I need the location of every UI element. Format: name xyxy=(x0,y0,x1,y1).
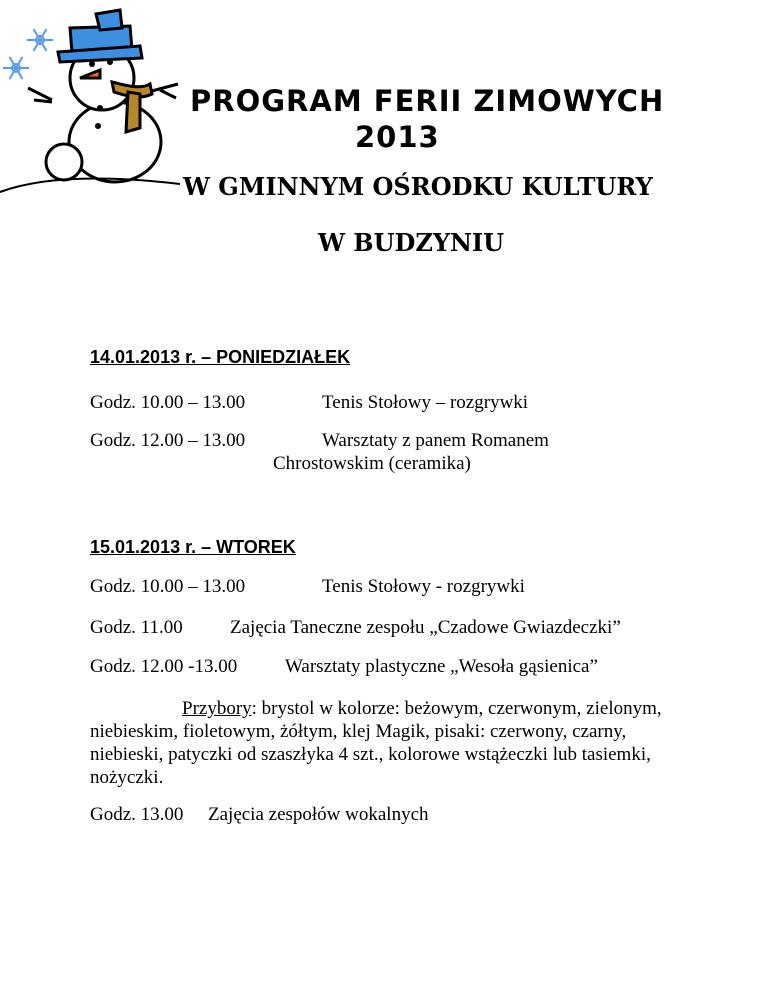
day-heading-2: 15.01.2013 r. – WTOREK xyxy=(90,537,296,557)
schedule-time: Godz. 13.00 xyxy=(90,804,184,825)
schedule-time: Godz. 10.00 – 13.00 xyxy=(90,392,246,413)
schedule-time: Godz. 10.00 – 13.00 xyxy=(90,576,246,597)
snowflake-icon xyxy=(3,29,53,79)
supplies-paragraph xyxy=(90,697,700,789)
schedule-activity: Zajęcia Taneczne zespołu „Czadowe Gwiazdeczki” xyxy=(230,617,621,638)
subtitle-line-1: W GMINNYM OŚRODKU KULTURY xyxy=(183,172,653,201)
schedule-activity: Tenis Stołowy - rozgrywki xyxy=(322,576,525,597)
schedule-time: Godz. 12.00 -13.00 xyxy=(90,656,238,677)
schedule-activity: Tenis Stołowy – rozgrywki xyxy=(322,392,529,413)
snowman-illustration xyxy=(0,0,200,200)
supplies-text: : brystol w kolorze: beżowym, czerwonym, zielonym, niebieskim, fioletowym, żółtym, klej Magik, pisaki: czerwony, czarny, niebieski, patyczki od szaszłyka 4 szt., kolorowe wstążeczki lub tasiemki, nożyczki. xyxy=(90,698,662,788)
subtitle-line-2: W BUDZYNIU xyxy=(318,228,505,257)
schedule-activity: Zajęcia zespołów wokalnych xyxy=(208,804,429,825)
day-heading-1: 14.01.2013 r. – PONIEDZIAŁEK xyxy=(90,347,351,367)
page-title-year: 2013 xyxy=(355,120,440,154)
schedule-activity: Warsztaty z panem Romanem xyxy=(322,430,549,451)
page-title: PROGRAM FERII ZIMOWYCH xyxy=(190,84,665,118)
schedule-time: Godz. 12.00 – 13.00 xyxy=(90,430,246,451)
snowman-icon xyxy=(28,10,178,182)
schedule-time: Godz. 11.00 xyxy=(90,617,183,638)
schedule-activity: Warsztaty plastyczne „Wesoła gąsienica” xyxy=(285,656,598,677)
schedule-activity-continuation: Chrostowskim (ceramika) xyxy=(273,453,471,474)
supplies-label: Przybory xyxy=(182,698,252,719)
